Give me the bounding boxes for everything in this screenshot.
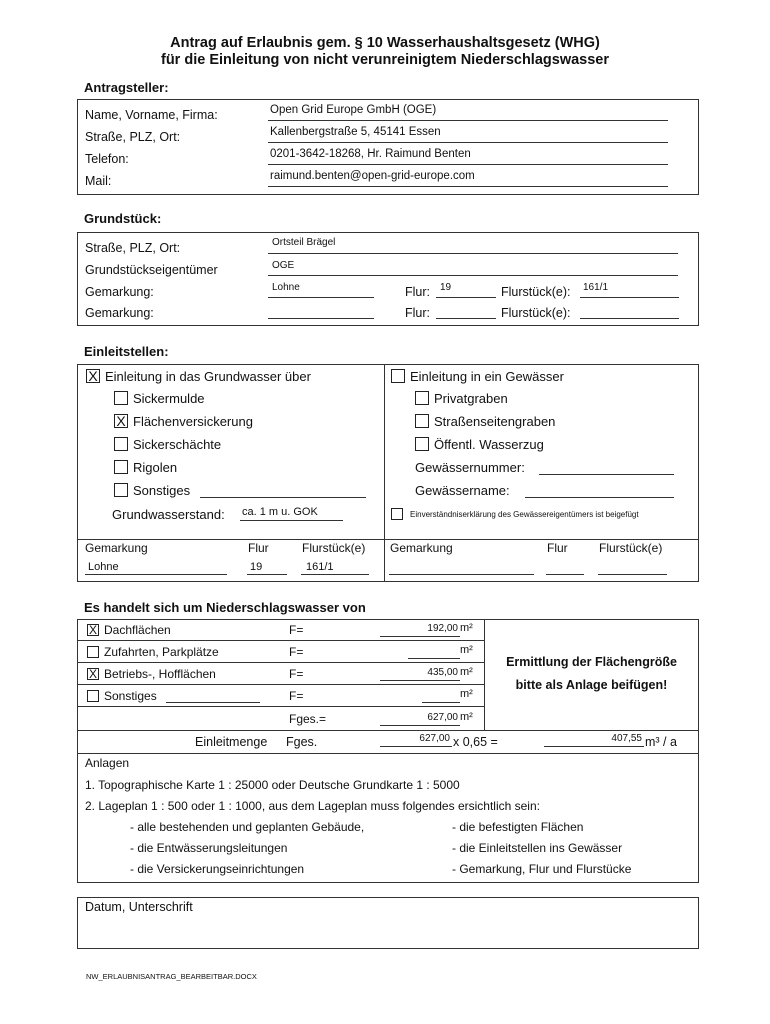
- area-note-line2: bitte als Anlage beifügen!: [515, 678, 668, 692]
- groundwater-checkbox[interactable]: X: [86, 369, 100, 383]
- row1-line: [78, 640, 484, 641]
- rainwater-heading: Es handelt sich um Niederschlagswasser von: [84, 600, 366, 615]
- address-line: [268, 142, 668, 143]
- sickermulde-checkbox[interactable]: [114, 391, 128, 405]
- sonstiges-area-text-line[interactable]: [166, 702, 260, 703]
- mail-label: Mail:: [85, 174, 112, 188]
- gewaessername-label: Gewässername:: [415, 483, 510, 498]
- dachflaechen-value[interactable]: 192,00: [427, 623, 458, 634]
- owner-label: Grundstückseigentümer: [85, 263, 218, 277]
- sonstiges-area-unit: m²: [460, 688, 473, 700]
- flur2-line[interactable]: [436, 318, 496, 319]
- flurstueck2-line[interactable]: [580, 318, 679, 319]
- fges-total-line: [380, 725, 460, 726]
- dachflaechen-line: [380, 636, 460, 637]
- einleitmenge-fges-line: [380, 746, 452, 747]
- owner-line: [268, 275, 678, 276]
- property-heading: Grundstück:: [84, 211, 162, 226]
- privatgraben-label: Privatgraben: [434, 391, 508, 406]
- row4-line: [78, 706, 484, 707]
- mail-value[interactable]: raimund.benten@open-grid-europe.com: [270, 170, 475, 182]
- hofflaechen-label: Betriebs-, Hofflächen: [104, 667, 216, 681]
- gewaessername-line[interactable]: [525, 497, 674, 498]
- flur-value[interactable]: 19: [440, 282, 452, 293]
- sickermulde-label: Sickermulde: [133, 391, 205, 406]
- sickerschaechte-checkbox[interactable]: [114, 437, 128, 451]
- left-col-flur: Flur: [248, 541, 269, 555]
- zufahrten-checkbox[interactable]: [87, 646, 99, 658]
- right-flurstueck-line[interactable]: [598, 574, 667, 575]
- rainwater-box: [77, 619, 699, 883]
- applicant-box: [77, 99, 699, 195]
- einleitmenge-fges-label: Fges.: [286, 735, 318, 749]
- name-value[interactable]: Open Grid Europe GmbH (OGE): [270, 104, 437, 116]
- attachments-heading: Anlagen: [85, 756, 130, 770]
- einleitmenge-bottom: [78, 753, 698, 754]
- attachment-r3: - Gemarkung, Flur und Flurstücke: [452, 862, 632, 876]
- wasserzug-checkbox[interactable]: [415, 437, 429, 451]
- sonstiges-area-f: F=: [289, 689, 304, 703]
- right-col-flurstueck: Flurstück(e): [599, 541, 663, 555]
- name-line: [268, 120, 668, 121]
- strassenseitengraben-label: Straßenseitengraben: [434, 414, 556, 429]
- phone-line: [268, 164, 668, 165]
- sonstiges-area-checkbox[interactable]: [87, 690, 99, 702]
- flurstueck-line: [580, 297, 679, 298]
- signature-box[interactable]: [77, 897, 699, 949]
- signature-label: Datum, Unterschrift: [85, 900, 193, 914]
- discharge-heading: Einleitstellen:: [84, 344, 169, 359]
- left-flurstueck-value[interactable]: 161/1: [306, 561, 334, 573]
- einleitmenge-label: Einleitmenge: [195, 735, 268, 749]
- property-box: [77, 232, 699, 326]
- right-gemarkung-line[interactable]: [389, 574, 534, 575]
- owner-value[interactable]: OGE: [272, 260, 295, 271]
- sonstiges-area-line[interactable]: [422, 702, 460, 703]
- gemarkung2-label: Gemarkung:: [85, 306, 154, 320]
- gw-stand-label: Grundwasserstand:: [112, 507, 225, 522]
- form-title-line2: für die Einleitung von nicht verunreinigtem Niederschlagswasser: [161, 52, 609, 68]
- privatgraben-checkbox[interactable]: [415, 391, 429, 405]
- gemarkung-label: Gemarkung:: [85, 285, 154, 299]
- flurstueck-value[interactable]: 161/1: [583, 282, 609, 293]
- applicant-heading: Antragsteller:: [84, 80, 169, 95]
- row3-line: [78, 684, 484, 685]
- attachment-item2: 2. Lageplan 1 : 500 oder 1 : 1000, aus dem Lageplan muss folgendes ersichtlich sein:: [85, 799, 540, 813]
- left-gemarkung-value[interactable]: Lohne: [88, 561, 119, 573]
- flaechenversickerung-label: Flächenversickerung: [133, 414, 253, 429]
- property-address-line: [268, 253, 678, 254]
- left-flurstueck-line: [301, 574, 369, 575]
- left-gemarkung-line: [85, 574, 227, 575]
- zufahrten-f: F=: [289, 645, 304, 659]
- strassenseitengraben-checkbox[interactable]: [415, 414, 429, 428]
- flur-line: [436, 297, 496, 298]
- sonstiges-area-label: Sonstiges: [104, 689, 157, 703]
- hofflaechen-value[interactable]: 435,00: [427, 667, 458, 678]
- name-label: Name, Vorname, Firma:: [85, 108, 218, 122]
- attachment-item1: 1. Topographische Karte 1 : 25000 oder Deutsche Grundkarte 1 : 5000: [85, 778, 460, 792]
- attachment-l2: - die Entwässerungsleitungen: [130, 841, 288, 855]
- fges-total-unit: m²: [460, 711, 473, 723]
- einleitmenge-result-value[interactable]: 407,55: [611, 733, 642, 744]
- consent-checkbox[interactable]: [391, 508, 403, 520]
- hofflaechen-unit: m²: [460, 666, 473, 678]
- form-title-line1: Antrag auf Erlaubnis gem. § 10 Wasserhaushaltsgesetz (WHG): [170, 35, 600, 51]
- rigolen-label: Rigolen: [133, 460, 178, 475]
- gw-stand-value[interactable]: ca. 1 m u. GOK: [242, 506, 318, 518]
- wasserzug-label: Öffentl. Wasserzug: [434, 437, 544, 452]
- hofflaechen-line: [380, 680, 460, 681]
- hofflaechen-checkbox[interactable]: X: [88, 667, 97, 681]
- gemarkung2-line[interactable]: [268, 318, 374, 319]
- mail-line: [268, 186, 668, 187]
- water-body-label: Einleitung in ein Gewässer: [410, 369, 564, 384]
- flurstueck2-label: Flurstück(e):: [501, 306, 571, 320]
- sickerschaechte-label: Sickerschächte: [133, 437, 222, 452]
- area-table-bottom: [78, 730, 698, 731]
- left-flur-line: [247, 574, 287, 575]
- fges-total-label: Fges.=: [289, 712, 327, 726]
- dachflaechen-label: Dachflächen: [104, 623, 171, 637]
- property-address-label: Straße, PLZ, Ort:: [85, 241, 181, 255]
- discharge-table-divider: [78, 539, 698, 540]
- einleitmenge-result-unit: m³ / a: [645, 735, 677, 749]
- gewaessernummer-label: Gewässernummer:: [415, 460, 525, 475]
- factor-label: x 0,65 =: [453, 735, 498, 749]
- phone-value[interactable]: 0201-3642-18268, Hr. Raimund Benten: [270, 148, 471, 160]
- einleitmenge-result-line: [544, 746, 644, 747]
- flur-label: Flur:: [405, 285, 430, 299]
- gemarkung-value[interactable]: Lohne: [272, 282, 300, 293]
- address-value[interactable]: Kallenbergstraße 5, 45141 Essen: [270, 126, 441, 138]
- sonstiges-line[interactable]: [200, 497, 366, 498]
- consent-label: Einverständniserklärung des Gewässereigentümers ist beigefügt: [410, 510, 639, 519]
- gw-stand-line: [240, 520, 343, 521]
- row2-line: [78, 662, 484, 663]
- dachflaechen-f: F=: [289, 623, 304, 637]
- right-flur-line[interactable]: [546, 574, 584, 575]
- left-col-gemarkung: Gemarkung: [85, 541, 148, 555]
- discharge-box: [77, 364, 699, 582]
- gewaessernummer-line[interactable]: [539, 474, 674, 475]
- dachflaechen-checkbox[interactable]: X: [88, 623, 97, 637]
- zufahrten-label: Zufahrten, Parkplätze: [104, 645, 219, 659]
- einleitmenge-fges-value[interactable]: 627,00: [419, 733, 450, 744]
- gemarkung-line: [268, 297, 374, 298]
- attachment-r2: - die Einleitstellen ins Gewässer: [452, 841, 623, 855]
- groundwater-label: Einleitung in das Grundwasser über: [105, 369, 311, 384]
- zufahrten-line[interactable]: [408, 658, 460, 659]
- water-body-checkbox[interactable]: [391, 369, 405, 383]
- right-col-gemarkung: Gemarkung: [390, 541, 453, 555]
- attachment-l3: - die Versickerungseinrichtungen: [130, 862, 305, 876]
- zufahrten-unit: m²: [460, 644, 473, 656]
- area-note-line1: Ermittlung der Flächengröße: [506, 655, 677, 669]
- left-flur-value[interactable]: 19: [250, 561, 263, 573]
- sonstiges-checkbox[interactable]: [114, 483, 128, 497]
- phone-label: Telefon:: [85, 152, 129, 166]
- hofflaechen-f: F=: [289, 667, 304, 681]
- attachment-l1: - alle bestehenden und geplanten Gebäude,: [130, 820, 365, 834]
- dachflaechen-unit: m²: [460, 622, 473, 634]
- flaechenversickerung-checkbox[interactable]: X: [114, 414, 128, 428]
- right-col-flur: Flur: [547, 541, 568, 555]
- fges-total-value[interactable]: 627,00: [427, 712, 458, 723]
- left-col-flurstueck: Flurstück(e): [302, 541, 366, 555]
- flurstueck-label: Flurstück(e):: [501, 285, 571, 299]
- discharge-divider: [384, 365, 385, 581]
- rigolen-checkbox[interactable]: [114, 460, 128, 474]
- attachment-r1: - die befestigten Flächen: [452, 820, 584, 834]
- sonstiges-label: Sonstiges: [133, 483, 191, 498]
- flur2-label: Flur:: [405, 306, 430, 320]
- address-label: Straße, PLZ, Ort:: [85, 130, 181, 144]
- footer-filename: NW_ERLAUBNISANTRAG_BEARBEITBAR.DOCX: [86, 972, 257, 981]
- property-address-value[interactable]: Ortsteil Brägel: [272, 237, 336, 248]
